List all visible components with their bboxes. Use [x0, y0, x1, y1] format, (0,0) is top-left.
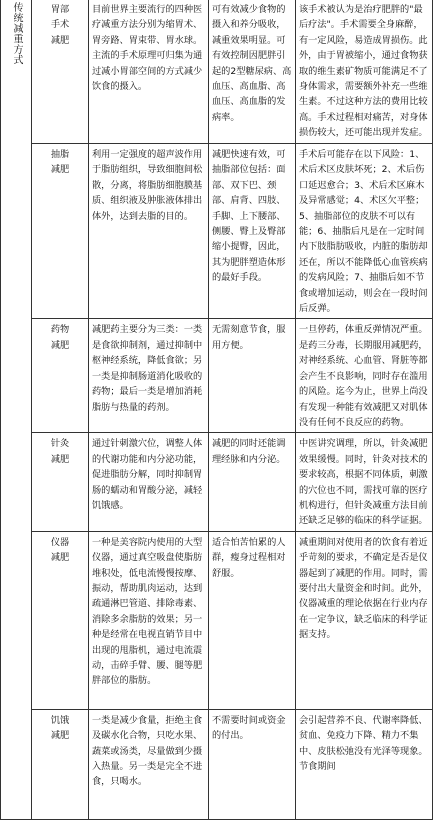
- method-cell: [32, 709, 89, 819]
- disadvantage-cell: 减重期间对使用者的饮食有着近乎苛刻的要求，不确定是否是仪器起到了减肥的作用。同时，需要付出大量资金和时间。此外，仪器减重的理论依据在行业内存在一定争议，缺乏临床的科学证据支持。: [296, 531, 433, 709]
- method-name: 胃部手术减肥: [50, 4, 70, 46]
- table-row: [1, 433, 433, 531]
- category-label: 传统减重方式: [11, 2, 22, 65]
- method-name: 药物减肥: [50, 324, 70, 351]
- category-cell: [1, 0, 32, 819]
- table-row: [1, 709, 433, 819]
- advantage-cell: 减肥快速有效，可抽脂部位包括：面部、双下巴、颈部、肩背、四肢、手脚、上下腰部、侧腰、臀上及臀部缩小提臀，因此，其为肥胖塑造体形的最好手段。: [209, 144, 296, 319]
- method-cell: [32, 531, 89, 709]
- disadvantage-cell: 该手术被认为是治疗肥胖的"最后疗法"。手术需要全身麻醉，有一定风险，易造成胃损伤。此外，由于胃被缩小，通过食物获取的维生素矿物质可能满足不了身体需求，需要额外补充一些维生素。不过这种方法的费用比较高。手术过程相对痛苦，对身体损伤较大，还可能出现并发症。: [296, 0, 433, 144]
- principle-cell: 目前世界主要流行的四种医疗减重方法分别为缩胃术、胃旁路、胃束带、胃水球。主流的手术原理可归集为通过减小胃部空间的方式减少饮食的摄入。: [89, 0, 209, 144]
- table-row: [1, 0, 433, 144]
- method-name: 饥饿减肥: [50, 714, 70, 742]
- disadvantage-cell: 会引起营养不良、代谢率降低、贫血、免疫力下降、精力不集中、皮肤松弛没有光泽等现象。节食期间: [296, 709, 433, 819]
- principle-cell: 利用一定强度的超声波作用于脂肪组织，导致细胞间松散，分离，将脂肪细胞膜基质、组织液及肿胀液体排出体外，达到去脂的目的。: [89, 144, 209, 319]
- table-row: [1, 531, 433, 709]
- advantage-cell: 减肥的同时还能调理经脉和内分泌。: [209, 433, 296, 531]
- table-row: [1, 144, 433, 319]
- method-name: 针灸减肥: [50, 438, 70, 465]
- advantage-cell: 不需要时间或资金的付出。: [209, 709, 296, 819]
- principle-cell: 一种是美容院内使用的大型仪器，通过真空吸盘使脂肪堆积处，低电流慢慢按摩、振动，帮助肌肉运动，达到疏通淋巴管道、排除毒素、消除多余脂肪的效果；另一种是经常在电视直销节目中出现的甩脂机，通过电流震动，击碎手臂、腰、腿等肥胖部位的脂肪。: [89, 531, 209, 709]
- advantage-cell: 适合怕苦怕累的人群，瘦身过程相对舒服。: [209, 531, 296, 709]
- advantage-cell: 可有效减少食物的摄入和养分吸收，减重效果明显。可有效控制因肥胖引起的2型糖尿病、高血压、高血脂、高血压、高血脂的发病率。: [209, 0, 296, 144]
- method-cell: [32, 433, 89, 531]
- advantage-cell: 无需刻意节食，服用方便。: [209, 319, 296, 433]
- disadvantage-cell: 一旦停药，体重反弹情况严重。是药三分毒，长期服用减肥药，对神经系统、心血管、肾脏等都会产生不良影响，同时存在滥用的风险。迄今为止，世界上尚没有发现一种能有效减肥又对肌体没有任何不良反应的药物。: [296, 319, 433, 433]
- disadvantage-cell: 中医讲究调理，所以，针灸减肥效果缓慢。同时，针灸对技术的要求较高，根据不同体质，刺激的穴位也不同，需找可靠的医疗机构进行，但针灸减重方法目前还缺乏足够的临床的科学证据。: [296, 433, 433, 531]
- principle-cell: 减肥药主要分为三类：一类是食欲抑制剂，通过抑制中枢神经系统，降低食欲；另一类是抑制肠道消化吸收的药物；最后一类是增加消耗脂肪与热量的药剂。: [89, 319, 209, 433]
- table-row: [1, 319, 433, 433]
- method-cell: [32, 144, 89, 319]
- method-name: 抽脂减肥: [50, 149, 70, 176]
- method-cell: [32, 0, 89, 144]
- principle-cell: 通过针刺激穴位，调整人体的代谢功能和内分泌功能，促进脂肪分解，同时抑制胃肠的蠕动和胃酸分泌，减轻饥饿感。: [89, 433, 209, 531]
- method-name: 仪器减肥: [50, 536, 70, 564]
- principle-cell: 一类是减少食量，拒绝主食及碳水化合物，只吃水果、蔬菜或汤类，尽量做到少摄入热量。另一类是完全不进食，只喝水。: [89, 709, 209, 819]
- method-cell: [32, 319, 89, 433]
- disadvantage-cell: 手术后可能存在以下风险：1、术后术区皮肤坏死；2、术后伤口延迟愈合；3、术后术区麻木及异常感觉；4、术区欠平整；5、抽脂部位的皮肤不可以有能；6、抽脂后凡是在一定时间内下肢脂肪吸收，内脏的脂肪却还在，所以不能降低心血管疾病的发病风险；7、抽脂后如不节食或增加运动，则会在一段时间后反弹。: [296, 144, 433, 319]
